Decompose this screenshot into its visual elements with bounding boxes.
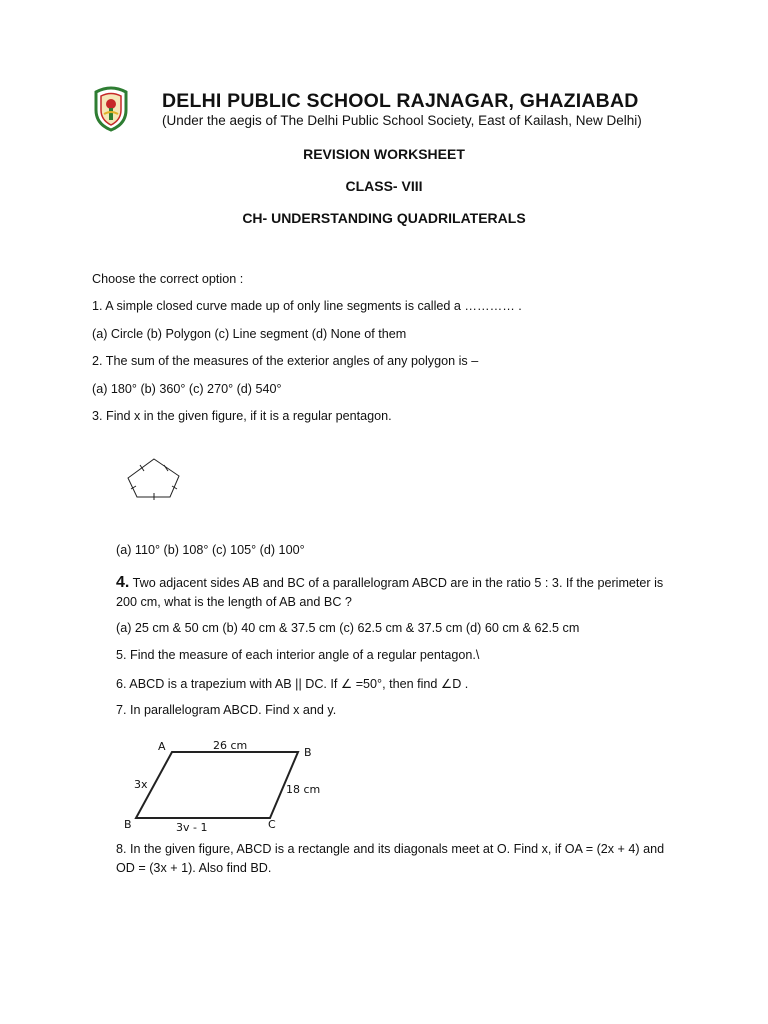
question-6: 6. ABCD is a trapezium with AB || DC. If ∠ =50°, then find ∠D . <box>116 677 469 691</box>
question-1-options: (a) Circle (b) Polygon (c) Line segment (d) None of them <box>92 327 407 341</box>
question-4-options: (a) 25 cm & 50 cm (b) 40 cm & 37.5 cm (c) 62.5 cm & 37.5 cm (d) 60 cm & 62.5 cm <box>116 621 580 635</box>
chapter-title: CH- UNDERSTANDING QUADRILATERALS <box>242 210 526 226</box>
worksheet-title: REVISION WORKSHEET <box>303 146 465 162</box>
class-title: CLASS- VIII <box>345 178 423 194</box>
bottom-side-label: 3v - 1 <box>176 821 208 834</box>
vertex-b-top-label: B <box>304 746 312 759</box>
question-7: 7. In parallelogram ABCD. Find x and y. <box>116 703 337 717</box>
vertex-a-label: A <box>158 740 166 753</box>
vertex-b-bottom-label: B <box>124 818 132 831</box>
left-side-label: 3x <box>134 778 148 791</box>
question-2-options: (a) 180° (b) 360° (c) 270° (d) 540° <box>92 382 282 396</box>
question-1: 1. A simple closed curve made up of only line segments is called a ………… . <box>92 299 522 313</box>
question-2: 2. The sum of the measures of the exterior angles of any polygon is – <box>92 354 479 368</box>
school-subtitle: (Under the aegis of The Delhi Public School Society, East of Kailash, New Delhi) <box>162 113 642 128</box>
right-side-label: 18 cm <box>286 783 321 796</box>
top-side-label: 26 cm <box>213 739 248 752</box>
parallelogram-figure <box>118 736 328 836</box>
question-8: 8. In the given figure, ABCD is a rectangle and its diagonals meet at O. Find x, if OA = (2x + 4) and OD = (3x + 1). Also find BD. <box>116 842 665 875</box>
question-4 <box>116 573 686 612</box>
instructions: Choose the correct option : <box>92 272 244 286</box>
question-3-options: (a) 110° (b) 108° (c) 105° (d) 100° <box>116 543 305 557</box>
question-5: 5. Find the measure of each interior angle of a regular pentagon.\ <box>116 648 480 662</box>
school-name: DELHI PUBLIC SCHOOL RAJNAGAR, GHAZIABAD <box>162 90 639 112</box>
school-crest-icon <box>92 86 130 132</box>
vertex-c-label: C <box>268 818 276 831</box>
question-4-number: 4. <box>116 574 130 591</box>
question-3: 3. Find x in the given figure, if it is a regular pentagon. <box>92 409 392 423</box>
pentagon-figure <box>124 456 184 500</box>
question-4-text: Two adjacent sides AB and BC of a parallelogram ABCD are in the ratio 5 : 3. If the perimeter is 200 cm, what is the length of AB and BC ? <box>116 576 664 609</box>
